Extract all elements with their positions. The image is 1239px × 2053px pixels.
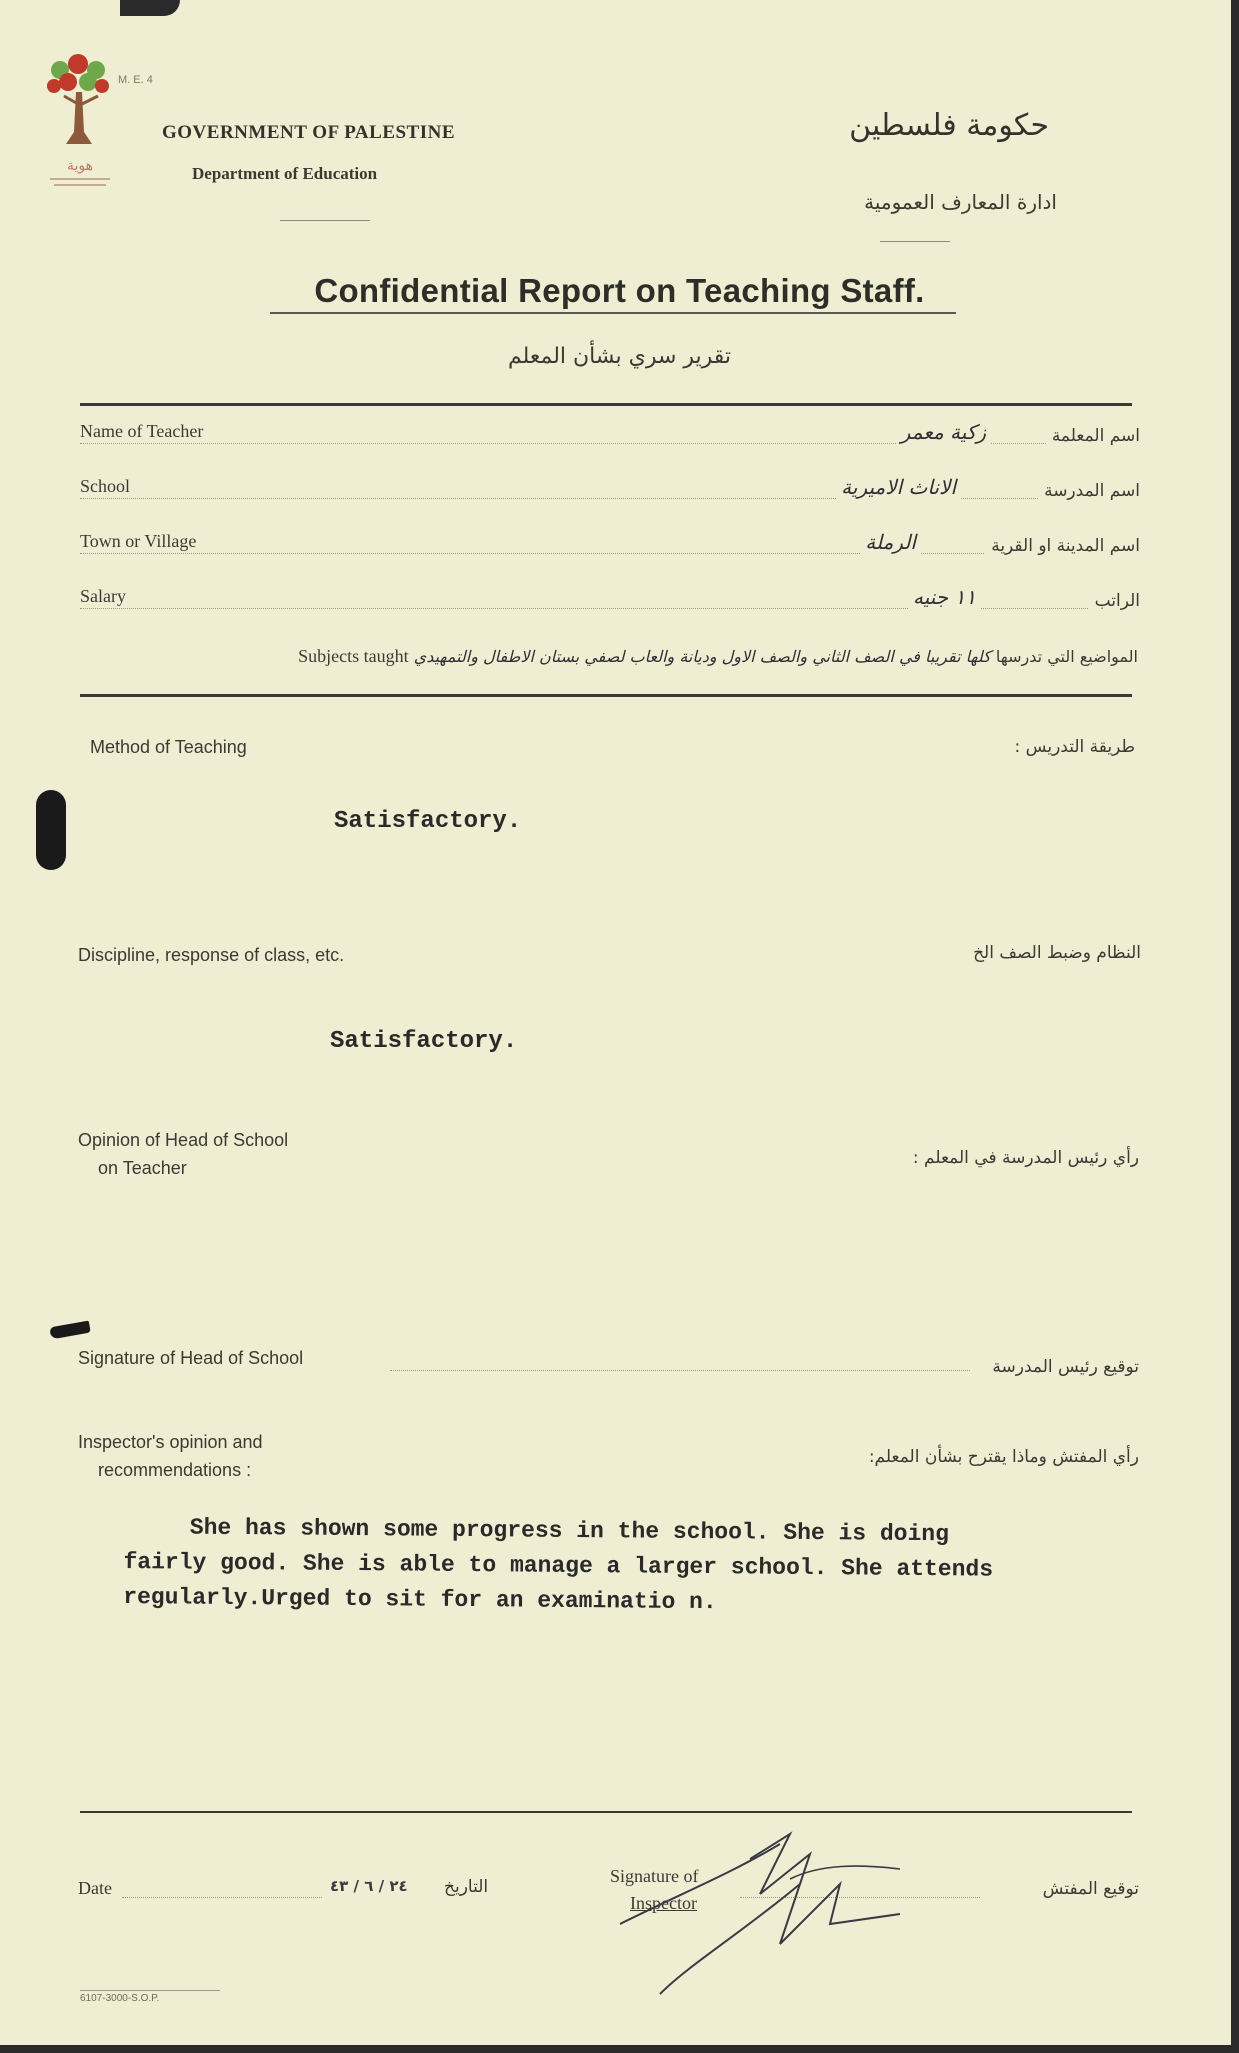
field-school bbox=[80, 469, 1140, 503]
inspector-signature-label-2: Inspector bbox=[630, 1893, 697, 1913]
field-label-ar: اسم المدينة او القرية bbox=[985, 536, 1140, 556]
teacher-name-value: زكية معمر bbox=[897, 420, 990, 444]
field-salary bbox=[80, 579, 1140, 613]
salary-value: ١١ جنيه bbox=[909, 585, 980, 609]
remarks-line-1: She has shown some progress in the school. She is doing bbox=[189, 1514, 950, 1548]
top-rule bbox=[80, 403, 1132, 406]
footer-rule bbox=[80, 1811, 1132, 1813]
field-label-en: Town or Village bbox=[80, 531, 197, 551]
head-signature-label-en: Signature of Head of School bbox=[78, 1348, 304, 1368]
subjects-line bbox=[78, 646, 1138, 667]
ink-smudge bbox=[49, 1321, 90, 1340]
form-number: M. E. 4 bbox=[118, 74, 153, 86]
department-heading-ar: ادارة المعارف العمومية bbox=[864, 190, 1057, 214]
header-divider-ar bbox=[880, 241, 950, 242]
method-label-ar: طريقة التدريس : bbox=[1014, 737, 1135, 757]
school-value: الاناث الاميرية bbox=[837, 475, 960, 499]
government-heading-ar: حكومة فلسطين bbox=[849, 108, 1049, 143]
printer-code: 6107-3000-S.O.P. bbox=[80, 1990, 220, 2004]
inspector-signature-scrawl bbox=[600, 1824, 930, 2024]
field-town bbox=[80, 524, 1140, 558]
department-heading-en: Department of Education bbox=[192, 164, 378, 183]
date-value: ٢٤ / ٦ / ٤٣ bbox=[330, 1877, 408, 1895]
method-label-en: Method of Teaching bbox=[90, 737, 247, 757]
svg-text:هوية: هوية bbox=[66, 158, 94, 174]
fields-bottom-rule bbox=[80, 694, 1132, 697]
field-label-en: Name of Teacher bbox=[80, 421, 204, 441]
subjects-label-en: Subjects taught bbox=[298, 646, 409, 666]
discipline-value: Satisfactory. bbox=[330, 1028, 518, 1055]
inspector-opinion-label-ar: رأي المفتش وماذا يقترح بشأن المعلم: bbox=[868, 1447, 1139, 1467]
head-signature-line bbox=[390, 1370, 970, 1371]
field-label-en: School bbox=[80, 476, 131, 496]
torn-corner bbox=[120, 0, 180, 16]
remarks-line-3: regularly.Urged to sit for an examinatio n. bbox=[123, 1583, 717, 1616]
field-subjects bbox=[78, 638, 1138, 678]
remarks-line-2: fairly good. She is able to manage a larger school. She attends bbox=[123, 1548, 994, 1583]
punch-hole bbox=[36, 790, 66, 870]
head-signature-label-ar: توقيع رئيس المدرسة bbox=[992, 1357, 1139, 1377]
archive-tree-logo bbox=[40, 52, 120, 202]
head-opinion-label-en-2: on Teacher bbox=[98, 1158, 187, 1178]
field-label-ar: اسم المدرسة bbox=[1038, 481, 1140, 501]
town-value: الرملة bbox=[861, 530, 920, 554]
date-label-ar: التاريخ bbox=[444, 1877, 489, 1897]
method-value: Satisfactory. bbox=[334, 808, 522, 835]
report-title-ar: تقرير سري بشأن المعلم bbox=[507, 344, 732, 369]
government-heading-en: GOVERNMENT OF PALESTINE bbox=[162, 122, 456, 143]
head-opinion-label-ar: رأي رئيس المدرسة في المعلم : bbox=[912, 1148, 1139, 1168]
inspector-opinion-label-en-1: Inspector's opinion and bbox=[78, 1432, 263, 1452]
field-label-ar: اسم المعلمة bbox=[1046, 426, 1140, 446]
dotted-line bbox=[80, 608, 1140, 609]
inspector-signature-label-1: Signature of bbox=[610, 1866, 699, 1886]
head-opinion-label-en-1: Opinion of Head of School bbox=[78, 1130, 289, 1150]
date-label-en: Date bbox=[78, 1878, 112, 1898]
subjects-label-ar: المواضيع التي تدرسها bbox=[995, 647, 1138, 666]
title-underline bbox=[270, 312, 956, 314]
discipline-label-ar: النظام وضبط الصف الخ bbox=[973, 943, 1141, 963]
dotted-line bbox=[80, 553, 1140, 554]
field-label-en: Salary bbox=[80, 586, 126, 606]
dotted-line bbox=[80, 498, 1140, 499]
header-divider-en bbox=[280, 220, 370, 221]
discipline-label-en: Discipline, response of class, etc. bbox=[78, 945, 345, 965]
subjects-value: كلها تقريبا في الصف الثاني والصف الاول وديانة والعاب لصفي بستان الاطفال والتمهيدي bbox=[413, 647, 991, 666]
inspector-signature-label-ar: توقيع المفتش bbox=[1042, 1879, 1139, 1899]
scan-edge-bottom bbox=[0, 2045, 1239, 2053]
field-label-ar: الراتب bbox=[1089, 591, 1140, 611]
inspector-opinion-label-en-2: recommendations : bbox=[98, 1460, 252, 1480]
report-title: Confidential Report on Teaching Staff. bbox=[314, 272, 925, 309]
inspector-remarks bbox=[123, 1510, 1104, 1624]
date-line bbox=[122, 1897, 322, 1898]
field-teacher-name bbox=[80, 414, 1140, 448]
